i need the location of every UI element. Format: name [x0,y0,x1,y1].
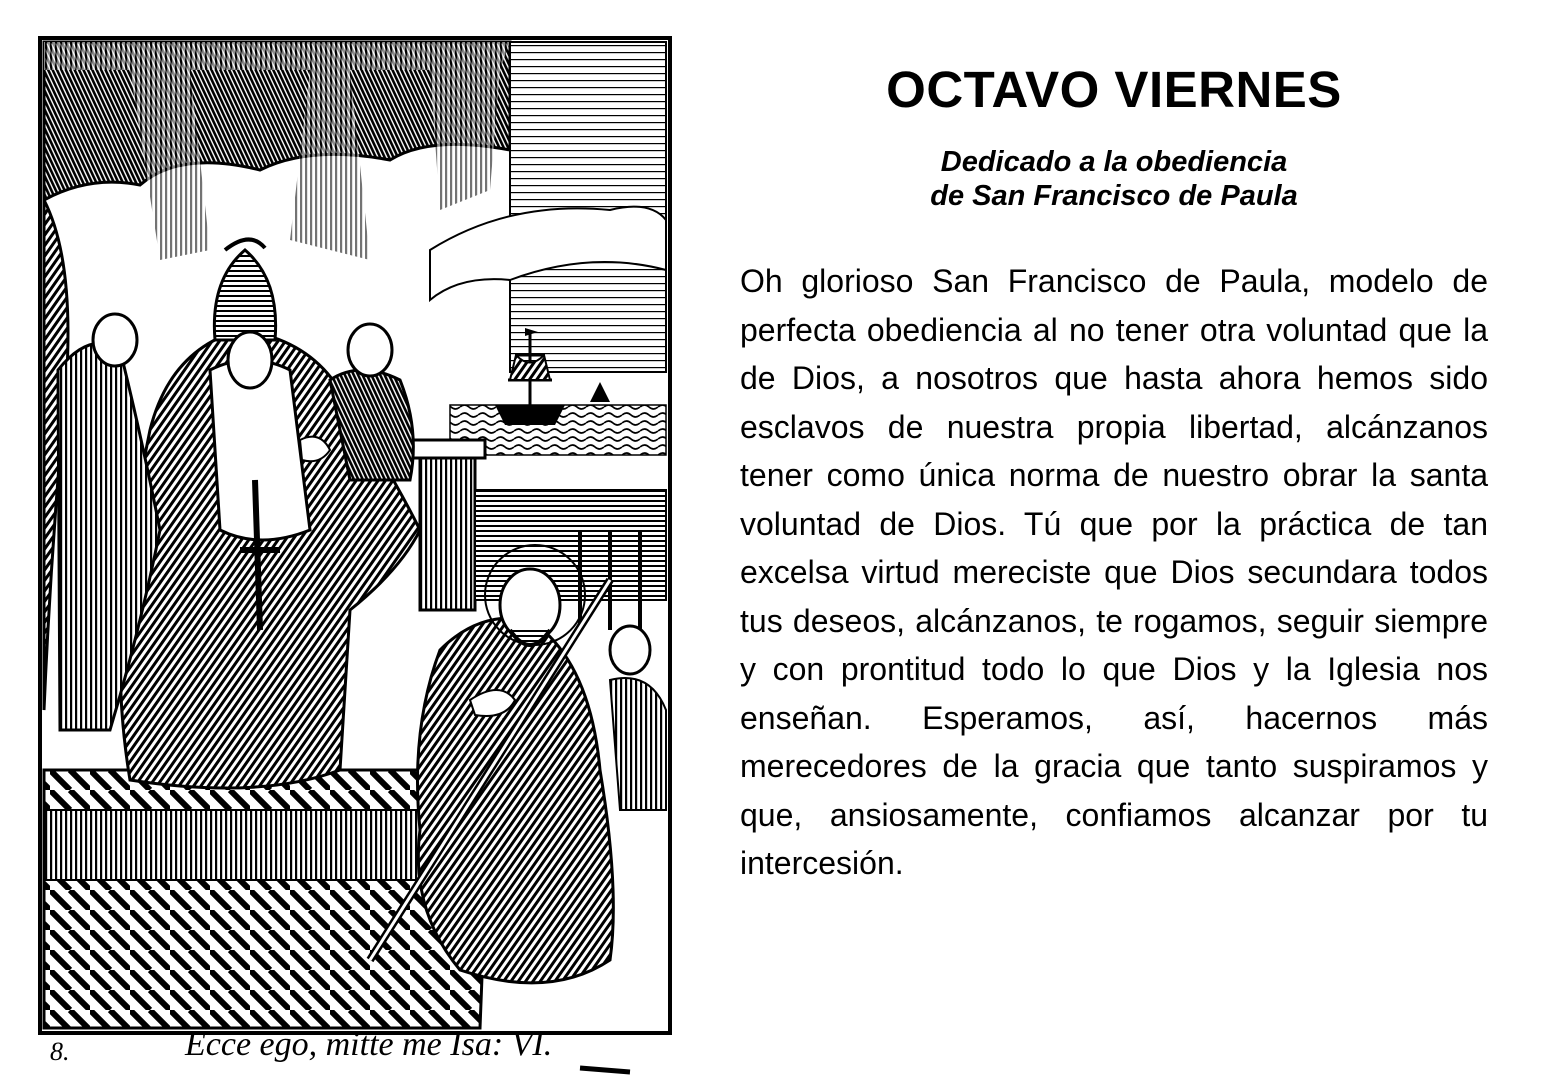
subtitle [740,145,1488,213]
engraving-caption: Ecce ego, mitte me Isa: VI. [185,1026,553,1063]
step [44,810,474,880]
ship [495,405,565,425]
page-title: OCTAVO VIERNES [886,61,1342,118]
pedestal [420,450,475,610]
engraving-svg [10,10,700,1075]
plate-number: 8. [50,1037,70,1066]
prayer-text: Oh glorioso San Francisco de Paula, modelo de perfecta obediencia al no tener otra voluntad que la de Dios, a nosotros que hasta ahora hemos sido esclavos de nuestra propia libertad, alcánzanos tener como única norma de nuestro obrar la santa voluntad de Dios. Tú que por la práctica de tan excelsa virtud mereciste que Dios secundara todos tus deseos, alcánzanos, te rogamos, seguir siempre y con prontitud todo lo que Dios y la Iglesia nos enseñan. Esperamos, así, hacernos más merecedores de la gracia que tanto suspiramos y que, ansiosamente, confiamos alcanzar por tu intercesión. [740,263,1488,881]
text-column [740,60,1488,888]
subtitle-line-1: Dedicado a la obediencia [940,146,1288,178]
subtitle-line-2: de San Francisco de Paula [930,180,1298,212]
engraving-illustration [10,10,700,1075]
